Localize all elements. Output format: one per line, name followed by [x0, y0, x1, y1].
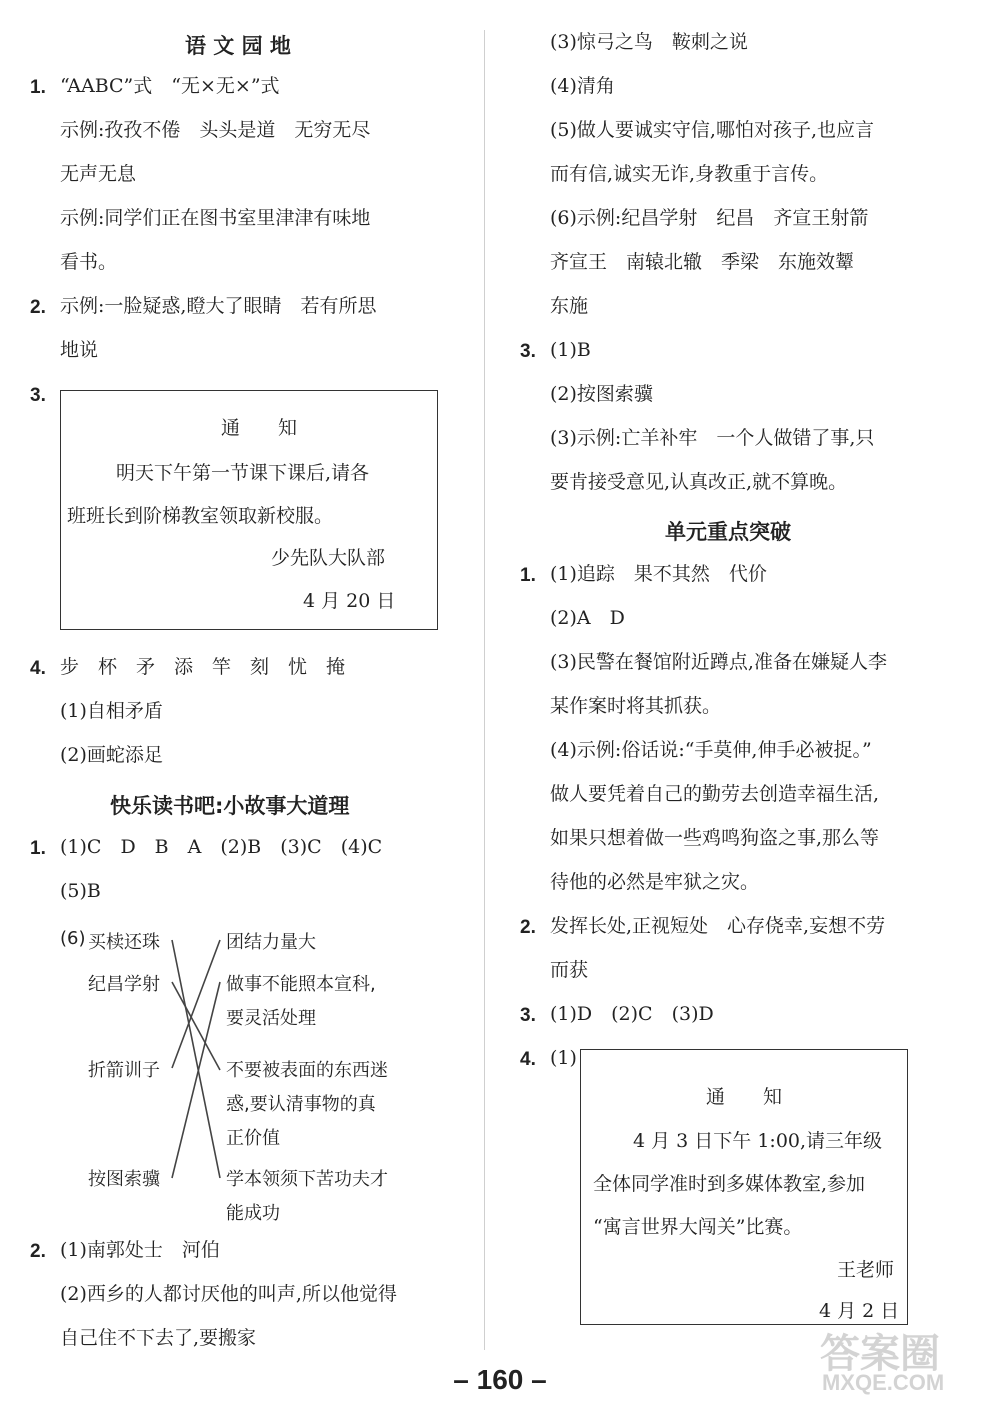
u1-line: 如果只想着做一些鸡鸣狗盗之事,那么等	[550, 827, 880, 849]
matching-line	[172, 982, 220, 1178]
notice-box-2	[580, 1049, 908, 1325]
q3-line: (3)示例:亡羊补牢 一个人做错了事,只	[550, 427, 875, 449]
matching-line	[172, 940, 220, 1068]
u3-line: (1)D (2)C (3)D	[550, 1003, 714, 1025]
q4-number: 4.	[30, 658, 46, 679]
watermark-url: MXQE.COM	[822, 1370, 945, 1395]
matching-right-item: 惑,要认清事物的真	[226, 1094, 376, 1115]
answer-line: 齐宣王 南辕北辙 季梁 东施效颦	[550, 251, 855, 273]
q3-line: 要肯接受意见,认真改正,就不算晚。	[550, 471, 848, 493]
notice-body: “寓言世界大闯关”比赛。	[593, 1216, 803, 1238]
matching-right-item: 要灵活处理	[226, 1008, 316, 1029]
q2-line: 地说	[60, 339, 99, 361]
notice-body: 4 月 3 日下午 1:00,请三年级	[633, 1130, 883, 1152]
matching-left-item: 买椟还珠	[88, 932, 160, 953]
answer-line: 东施	[550, 295, 589, 317]
matching-left-item: 纪昌学射	[88, 974, 160, 995]
notice-date: 4 月 2 日	[819, 1300, 900, 1322]
section-heading-unit-focus: 单元重点突破	[665, 520, 791, 544]
u1-line: (4)示例:俗话说:“手莫伸,伸手必被捉。”	[550, 739, 872, 761]
u1-line: (1)追踪 果不其然 代价	[550, 563, 767, 585]
u1-number: 1.	[520, 565, 536, 586]
notice-signer: 王老师	[837, 1259, 895, 1281]
notice-body: 明天下午第一节课下课后,请各	[116, 462, 370, 484]
matching-right-item: 团结力量大	[226, 932, 316, 953]
q3-number: 3.	[520, 341, 536, 362]
page-number: – 160 –	[453, 1364, 547, 1395]
notice-date: 4 月 20 日	[303, 590, 396, 612]
answer-line: (4)清角	[550, 75, 615, 97]
notice-title: 通 知	[706, 1086, 783, 1108]
q3-line: (2)按图索骥	[550, 383, 653, 405]
notice-signer: 少先队大队部	[271, 547, 386, 569]
u1-line: 做人要凭着自己的勤劳去创造幸福生活,	[550, 783, 880, 805]
section-heading-yuwen-yuandi: 语 文 园 地	[185, 34, 291, 58]
matching-right-item: 正价值	[226, 1128, 280, 1149]
answer-line: (3)惊弓之鸟 鞍刺之说	[550, 31, 748, 53]
u2-line: 发挥长处,正视短处 心存侥幸,妄想不劳	[550, 915, 886, 937]
watermark-logo	[820, 1322, 990, 1402]
q1-number: 1.	[30, 77, 46, 98]
q1-line: 示例:同学们正在图书室里津津有味地	[60, 207, 371, 229]
matching-left-item: 折箭训子	[88, 1060, 160, 1081]
matching-line	[172, 940, 220, 1178]
answer-line: (5)做人要诚实守信,哪怕对孩子,也应言	[550, 119, 874, 141]
matching-left-item: 按图索骥	[88, 1169, 160, 1190]
u2-line: 而获	[550, 959, 589, 981]
r2-line: (2)西乡的人都讨厌他的叫声,所以他觉得	[60, 1283, 397, 1305]
q1-line: “AABC”式 “无×无×”式	[60, 75, 280, 97]
u4-number: 4.	[520, 1049, 536, 1070]
q1-line: 无声无息	[60, 163, 137, 185]
u3-number: 3.	[520, 1005, 536, 1026]
answer-line: (6)示例:纪昌学射 纪昌 齐宣王射箭	[550, 207, 869, 229]
q1-line: 示例:孜孜不倦 头头是道 无穷无尽	[60, 119, 371, 141]
q2-line: 示例:一脸疑惑,瞪大了眼睛 若有所思	[60, 295, 377, 317]
r1-number: 1.	[30, 838, 46, 859]
watermark-text: 答案圈	[820, 1331, 940, 1377]
u1-line: (2)A D	[550, 607, 625, 629]
matching-right-item: 不要被表面的东西迷	[226, 1060, 388, 1081]
u4-prefix: (1)	[550, 1047, 577, 1069]
matching-lines	[30, 0, 450, 1300]
u1-line: (3)民警在餐馆附近蹲点,准备在嫌疑人李	[550, 651, 887, 673]
q4-line: (2)画蛇添足	[60, 744, 163, 766]
matching-right-item: 学本领须下苦功夫才	[226, 1169, 388, 1190]
q4-line: (1)自相矛盾	[60, 700, 163, 722]
r2-number: 2.	[30, 1241, 46, 1262]
answer-line: 而有信,诚实无诈,身教重于言传。	[550, 163, 829, 185]
column-divider	[484, 30, 485, 1350]
r1-line: (5)B	[60, 880, 101, 902]
u1-line: 待他的必然是牢狱之灾。	[550, 871, 760, 893]
q2-number: 2.	[30, 297, 46, 318]
notice-body: 全体同学准时到多媒体教室,参加	[593, 1173, 866, 1195]
notice-body: 班班长到阶梯教室领取新校服。	[67, 505, 334, 527]
r1-line: (1)C D B A (2)B (3)C (4)C	[60, 836, 383, 858]
r2-line: 自己住不下去了,要搬家	[60, 1327, 257, 1349]
matching-prefix: (6)	[60, 928, 86, 949]
notice-title: 通 知	[221, 417, 298, 439]
q4-line: 步 杯 矛 添 竿 刻 忧 掩	[60, 656, 346, 678]
u1-line: 某作案时将其抓获。	[550, 695, 722, 717]
matching-right-item: 能成功	[226, 1203, 280, 1224]
q3-number: 3.	[30, 385, 46, 406]
r2-line: (1)南郭处士 河伯	[60, 1239, 220, 1261]
section-heading-reading: 快乐读书吧:小故事大道理	[110, 794, 350, 818]
matching-right-item: 做事不能照本宣科,	[226, 974, 376, 995]
q3-line: (1)B	[550, 339, 591, 361]
q1-line: 看书。	[60, 251, 118, 273]
u2-number: 2.	[520, 917, 536, 938]
